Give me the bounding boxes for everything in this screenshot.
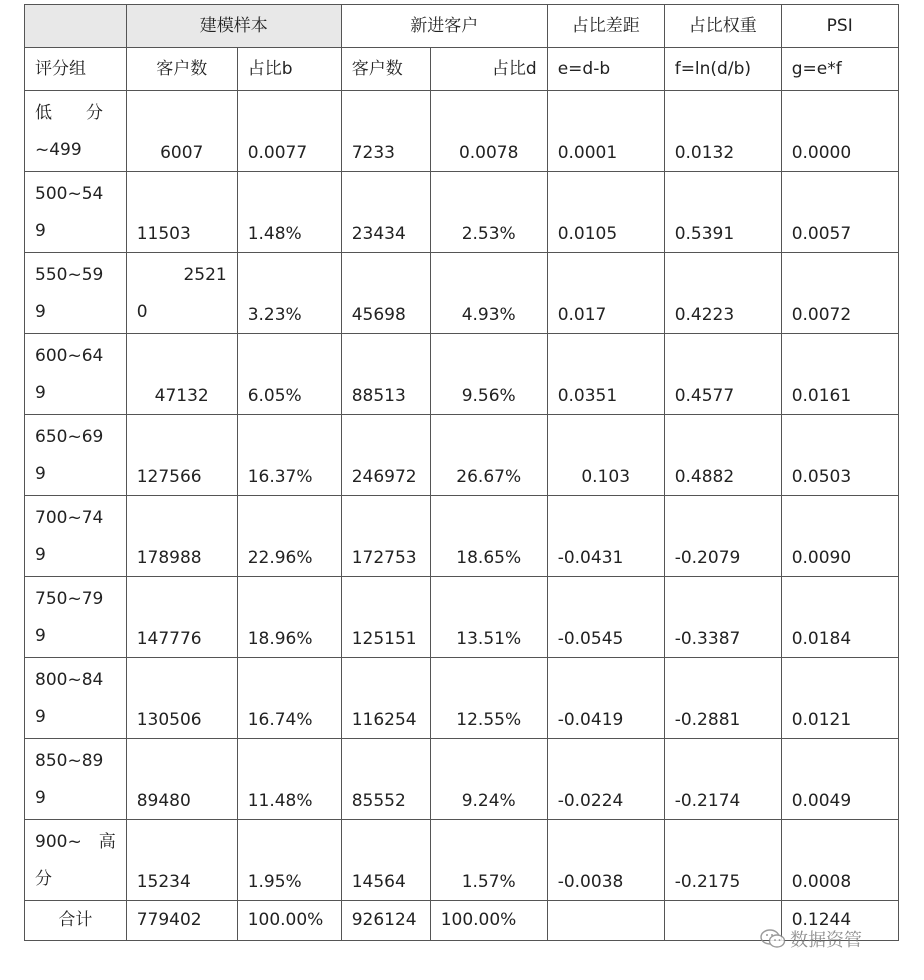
table-row (25, 253, 899, 334)
score-group-line2: 9 (35, 545, 46, 565)
score-group-line2: 9 (35, 221, 46, 241)
share-diff: -0.0431 (557, 548, 624, 568)
share-weight: -0.3387 (674, 629, 741, 649)
table-row (25, 91, 899, 172)
new-share: 0.0078 (458, 143, 519, 163)
table-row (25, 172, 899, 253)
score-group-line2: 9 (35, 788, 46, 808)
share-diff: 0.103 (581, 467, 631, 487)
model-share: 1.48% (247, 224, 302, 244)
share-diff: 0.0105 (557, 224, 618, 244)
new-share: 9.56% (461, 386, 516, 406)
score-group-line1: 850~89 (35, 751, 104, 771)
total-diff (547, 901, 664, 941)
psi-value: 0.0184 (791, 629, 852, 649)
score-group-line1: 550~59 (35, 265, 104, 285)
new-share: 12.55% (456, 710, 522, 730)
share-diff: -0.0038 (557, 872, 624, 892)
psi-value: 0.0057 (791, 224, 852, 244)
psi-table (24, 4, 899, 941)
share-weight: 0.4882 (674, 467, 735, 487)
header-diff-formula: e=d-b (547, 48, 664, 91)
score-group-cell (25, 496, 127, 577)
header-model-share: 占比b (237, 48, 341, 91)
new-count: 85552 (351, 791, 406, 811)
new-count: 45698 (351, 305, 406, 325)
new-count: 7233 (351, 143, 395, 163)
score-group-line1: 700~74 (35, 508, 104, 528)
psi-value: 0.0503 (791, 467, 852, 487)
watermark (760, 926, 862, 952)
score-group-cell (25, 577, 127, 658)
new-count: 172753 (351, 548, 417, 568)
new-share: 1.57% (461, 872, 516, 892)
table-row (25, 334, 899, 415)
new-share: 13.51% (456, 629, 522, 649)
total-new-count: 926124 (341, 901, 430, 941)
score-group-cell (25, 820, 127, 901)
model-share: 18.96% (247, 629, 313, 649)
total-psi: 0.1244 (781, 901, 898, 941)
model-share: 3.23% (247, 305, 302, 325)
score-group-line1: 650~69 (35, 427, 104, 447)
model-share: 0.0077 (247, 143, 308, 163)
new-share: 18.65% (456, 548, 522, 568)
header-blank (25, 5, 127, 48)
total-model-share: 100.00% (237, 901, 341, 941)
score-group-cell (25, 739, 127, 820)
score-group-line1: 500~54 (35, 184, 104, 204)
model-count: 130506 (136, 710, 202, 730)
score-group-line1: 低 分 (35, 103, 103, 123)
model-count (126, 253, 237, 334)
share-weight: -0.2079 (674, 548, 741, 568)
share-weight: -0.2174 (674, 791, 741, 811)
new-count: 14564 (351, 872, 406, 892)
score-group-cell (25, 91, 127, 172)
new-share: 4.93% (461, 305, 516, 325)
model-share: 11.48% (247, 791, 313, 811)
header-model-sample: 建模样本 (126, 5, 341, 48)
new-share: 9.24% (461, 791, 516, 811)
model-share: 6.05% (247, 386, 302, 406)
new-share: 26.67% (456, 467, 522, 487)
share-weight: 0.0132 (674, 143, 735, 163)
model-share: 1.95% (247, 872, 302, 892)
psi-value: 0.0121 (791, 710, 852, 730)
score-group-cell (25, 658, 127, 739)
total-label: 合计 (25, 901, 127, 941)
model-count: 15234 (136, 872, 191, 892)
header-share-diff: 占比差距 (547, 5, 664, 48)
share-diff: -0.0545 (557, 629, 624, 649)
total-model-count: 779402 (126, 901, 237, 941)
model-count: 127566 (136, 467, 202, 487)
header-model-count: 客户数 (126, 48, 237, 91)
score-group-line2: 9 (35, 302, 46, 322)
header-new-customers: 新进客户 (341, 5, 547, 48)
header-row-2 (25, 48, 899, 91)
psi-value: 0.0090 (791, 548, 852, 568)
table-row (25, 739, 899, 820)
score-group-line1: 800~84 (35, 670, 104, 690)
model-share: 16.74% (247, 710, 313, 730)
new-count: 88513 (351, 386, 406, 406)
new-share: 2.53% (461, 224, 516, 244)
model-share: 16.37% (247, 467, 313, 487)
score-group-cell (25, 334, 127, 415)
table-row (25, 820, 899, 901)
header-row-1 (25, 5, 899, 48)
header-score-group: 评分组 (25, 48, 127, 91)
share-diff: 0.0001 (557, 143, 618, 163)
model-count: 89480 (136, 791, 191, 811)
score-group-line1: 750~79 (35, 589, 104, 609)
model-count: 11503 (136, 224, 191, 244)
model-count: 178988 (136, 548, 202, 568)
model-count-line1: 2521 (183, 265, 227, 285)
table-row (25, 415, 899, 496)
share-diff: 0.017 (557, 305, 607, 325)
header-share-weight: 占比权重 (664, 5, 781, 48)
total-new-share: 100.00% (430, 901, 547, 941)
new-count: 125151 (351, 629, 417, 649)
score-group-cell (25, 415, 127, 496)
psi-value: 0.0049 (791, 791, 852, 811)
share-diff: 0.0351 (557, 386, 618, 406)
model-count: 6007 (160, 143, 204, 163)
header-weight-formula: f=ln(d/b) (664, 48, 781, 91)
score-group-line2: 9 (35, 707, 46, 727)
psi-value: 0.0008 (791, 872, 852, 892)
table-row (25, 658, 899, 739)
score-group-line1: 600~64 (35, 346, 104, 366)
new-count: 116254 (351, 710, 417, 730)
header-new-share: 占比d (430, 48, 547, 91)
share-weight: 0.4223 (674, 305, 735, 325)
psi-value: 0.0161 (791, 386, 852, 406)
model-count: 47132 (154, 386, 209, 406)
score-group-line2: 9 (35, 464, 46, 484)
wechat-icon (760, 929, 786, 949)
model-count: 147776 (136, 629, 202, 649)
new-count: 23434 (351, 224, 406, 244)
score-group-line1: 900~ 高 (35, 832, 116, 852)
header-psi: PSI (781, 5, 898, 48)
share-diff: -0.0224 (557, 791, 624, 811)
score-group-line2: 9 (35, 626, 46, 646)
share-diff: -0.0419 (557, 710, 624, 730)
score-group-line2: 9 (35, 383, 46, 403)
model-share: 22.96% (247, 548, 313, 568)
table-row (25, 496, 899, 577)
score-group-cell (25, 253, 127, 334)
header-psi-formula: g=e*f (781, 48, 898, 91)
model-count-line2: 0 (136, 302, 148, 322)
share-weight: -0.2881 (674, 710, 741, 730)
table-row (25, 577, 899, 658)
share-weight: -0.2175 (674, 872, 741, 892)
new-count: 246972 (351, 467, 417, 487)
share-weight: 0.4577 (674, 386, 735, 406)
psi-value: 0.0072 (791, 305, 852, 325)
psi-value: 0.0000 (791, 143, 852, 163)
score-group-cell (25, 172, 127, 253)
score-group-line2: ~499 (35, 140, 82, 160)
header-new-count: 客户数 (341, 48, 430, 91)
share-weight: 0.5391 (674, 224, 735, 244)
watermark-text: 数据资管 (790, 930, 862, 951)
score-group-line2: 分 (35, 869, 52, 889)
